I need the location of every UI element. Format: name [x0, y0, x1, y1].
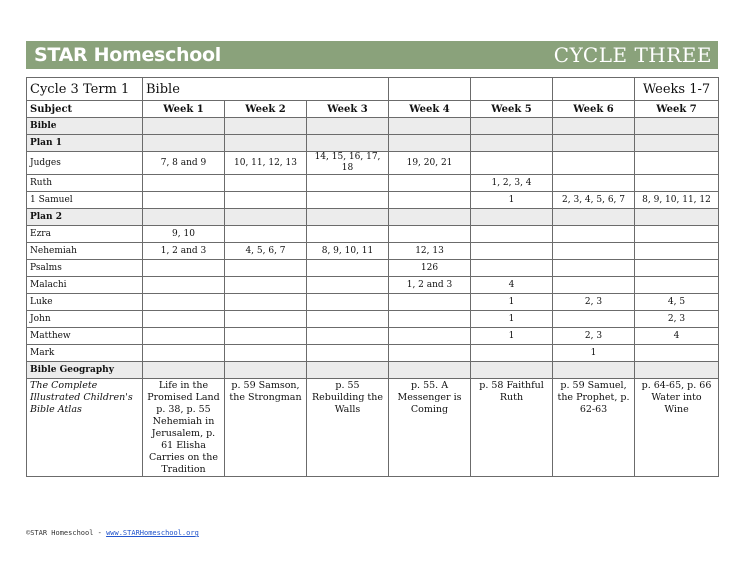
week-cell: 8, 9, 10, 11: [307, 243, 389, 260]
week-cell: [471, 243, 553, 260]
week-cell: [635, 209, 719, 226]
section-row: [27, 362, 719, 379]
subject-label: Bible: [143, 78, 389, 101]
week-cell: [553, 152, 635, 175]
week-cell: [471, 260, 553, 277]
week-cell: [635, 243, 719, 260]
week-cell: [143, 345, 225, 362]
week-cell: 7, 8 and 9: [143, 152, 225, 175]
column-header: Week 7: [635, 101, 719, 118]
week-cell: 1: [471, 311, 553, 328]
table-row: [27, 226, 719, 243]
week-cell: [307, 311, 389, 328]
week-cell: [389, 226, 471, 243]
week-cell: [471, 135, 553, 152]
section-row: [27, 135, 719, 152]
week-cell: [307, 175, 389, 192]
copyright-text: ©STAR Homeschool -: [26, 529, 107, 537]
schedule-table: [26, 77, 719, 477]
week-cell: [389, 294, 471, 311]
week-cell: [553, 175, 635, 192]
row-subject: John: [27, 311, 143, 328]
row-subject: Ezra: [27, 226, 143, 243]
week-cell: [143, 118, 225, 135]
week-cell: [389, 362, 471, 379]
week-cell: 4: [635, 328, 719, 345]
row-subject: Matthew: [27, 328, 143, 345]
table-row: [27, 328, 719, 345]
week-cell: [307, 226, 389, 243]
week-cell: [143, 311, 225, 328]
week-cell: [553, 209, 635, 226]
table-row: [27, 260, 719, 277]
week-cell: [307, 362, 389, 379]
week-cell: [471, 362, 553, 379]
week-cell: p. 58 Faithful Ruth: [471, 379, 553, 477]
week-cell: [471, 118, 553, 135]
header-banner: [26, 41, 718, 69]
week-cell: [225, 294, 307, 311]
cycle-title: CYCLE THREE: [553, 43, 712, 67]
week-cell: [635, 345, 719, 362]
week-cell: 2, 3: [553, 294, 635, 311]
week-cell: 1, 2 and 3: [389, 277, 471, 294]
week-cell: [389, 345, 471, 362]
week-cell: p. 59 Samson, the Strongman: [225, 379, 307, 477]
week-cell: [553, 260, 635, 277]
week-cell: [143, 277, 225, 294]
week-cell: [307, 118, 389, 135]
week-cell: p. 64-65, p. 66 Water into Wine: [635, 379, 719, 477]
row-subject: Judges: [27, 152, 143, 175]
week-cell: [225, 260, 307, 277]
week-cell: 14, 15, 16, 17, 18: [307, 152, 389, 175]
week-cell: 1, 2, 3, 4: [471, 175, 553, 192]
week-cell: [307, 135, 389, 152]
week-cell: 8, 9, 10, 11, 12: [635, 192, 719, 209]
week-cell: 4: [471, 277, 553, 294]
week-cell: [471, 345, 553, 362]
week-cell: [553, 226, 635, 243]
week-cell: [471, 152, 553, 175]
week-cell: 1: [471, 192, 553, 209]
table-row: [27, 175, 719, 192]
week-cell: [553, 135, 635, 152]
row-subject: Nehemiah: [27, 243, 143, 260]
week-cell: [143, 135, 225, 152]
week-cell: [635, 226, 719, 243]
row-subject: The Complete Illustrated Children's Bible Atlas: [27, 379, 143, 477]
week-cell: [553, 277, 635, 294]
footer: [26, 529, 199, 537]
week-cell: [635, 135, 719, 152]
week-cell: [143, 209, 225, 226]
column-header: Week 3: [307, 101, 389, 118]
week-cell: [389, 311, 471, 328]
week-cell: 19, 20, 21: [389, 152, 471, 175]
week-cell: [635, 175, 719, 192]
column-header: Week 6: [553, 101, 635, 118]
week-cell: [225, 311, 307, 328]
term-row: [27, 78, 719, 101]
week-cell: [225, 362, 307, 379]
section-row: [27, 118, 719, 135]
week-cell: [143, 294, 225, 311]
week-cell: 1: [553, 345, 635, 362]
week-cell: [389, 175, 471, 192]
row-subject: Malachi: [27, 277, 143, 294]
week-cell: 12, 13: [389, 243, 471, 260]
week-cell: [307, 294, 389, 311]
week-cell: [225, 277, 307, 294]
row-subject: Ruth: [27, 175, 143, 192]
week-cell: [553, 243, 635, 260]
section-row: [27, 209, 719, 226]
week-cell: 4, 5, 6, 7: [225, 243, 307, 260]
week-cell: 2, 3: [635, 311, 719, 328]
week-cell: [389, 192, 471, 209]
week-cell: p. 55. A Messenger is Coming: [389, 379, 471, 477]
table-row: [27, 243, 719, 260]
week-cell: [389, 209, 471, 226]
table-row: [27, 379, 719, 477]
row-subject: Luke: [27, 294, 143, 311]
website-link[interactable]: www.STARHomeschool.org: [106, 529, 199, 537]
week-cell: [553, 118, 635, 135]
week-cell: Life in the Promised Land p. 38, p. 55 Nehemiah in Jerusalem, p. 61 Elisha Carries on the Tradition: [143, 379, 225, 477]
row-subject: Bible Geography: [27, 362, 143, 379]
week-cell: [389, 118, 471, 135]
column-header: Week 4: [389, 101, 471, 118]
week-cell: [307, 192, 389, 209]
week-cell: p. 59 Samuel, the Prophet, p. 62-63: [553, 379, 635, 477]
term-label: Cycle 3 Term 1: [27, 78, 143, 101]
week-cell: [143, 175, 225, 192]
week-cell: 126: [389, 260, 471, 277]
blank-cell: [553, 78, 635, 101]
week-cell: 2, 3: [553, 328, 635, 345]
week-cell: [307, 260, 389, 277]
week-cell: [225, 209, 307, 226]
week-cell: [635, 277, 719, 294]
week-cell: [307, 345, 389, 362]
column-header-row: [27, 101, 719, 118]
week-cell: [307, 209, 389, 226]
row-subject: Psalms: [27, 260, 143, 277]
week-cell: [225, 175, 307, 192]
week-cell: [307, 328, 389, 345]
row-subject: Plan 2: [27, 209, 143, 226]
row-subject: Bible: [27, 118, 143, 135]
week-cell: [225, 226, 307, 243]
row-subject: 1 Samuel: [27, 192, 143, 209]
row-subject: Plan 1: [27, 135, 143, 152]
weeks-range-label: Weeks 1-7: [635, 78, 719, 101]
week-cell: 1, 2 and 3: [143, 243, 225, 260]
column-header: Week 2: [225, 101, 307, 118]
week-cell: 1: [471, 294, 553, 311]
week-cell: [307, 277, 389, 294]
week-cell: [635, 362, 719, 379]
week-cell: p. 55 Rebuilding the Walls: [307, 379, 389, 477]
week-cell: [389, 135, 471, 152]
brand-title: STAR Homeschool: [34, 44, 221, 66]
week-cell: [143, 362, 225, 379]
week-cell: [143, 192, 225, 209]
week-cell: [389, 328, 471, 345]
blank-cell: [471, 78, 553, 101]
week-cell: 10, 11, 12, 13: [225, 152, 307, 175]
table-row: [27, 152, 719, 175]
week-cell: 2, 3, 4, 5, 6, 7: [553, 192, 635, 209]
table-row: [27, 277, 719, 294]
table-row: [27, 311, 719, 328]
table-row: [27, 294, 719, 311]
week-cell: [225, 192, 307, 209]
week-cell: [225, 328, 307, 345]
week-cell: [225, 118, 307, 135]
week-cell: [635, 152, 719, 175]
week-cell: [143, 260, 225, 277]
week-cell: [635, 260, 719, 277]
table-row: [27, 192, 719, 209]
week-cell: [143, 328, 225, 345]
column-header: Week 1: [143, 101, 225, 118]
week-cell: [471, 226, 553, 243]
week-cell: [225, 345, 307, 362]
row-subject: Mark: [27, 345, 143, 362]
blank-cell: [389, 78, 471, 101]
week-cell: [635, 118, 719, 135]
week-cell: [225, 135, 307, 152]
week-cell: [553, 311, 635, 328]
column-header: Week 5: [471, 101, 553, 118]
column-header: Subject: [27, 101, 143, 118]
week-cell: 9, 10: [143, 226, 225, 243]
week-cell: [471, 209, 553, 226]
table-row: [27, 345, 719, 362]
week-cell: 4, 5: [635, 294, 719, 311]
week-cell: 1: [471, 328, 553, 345]
week-cell: [553, 362, 635, 379]
